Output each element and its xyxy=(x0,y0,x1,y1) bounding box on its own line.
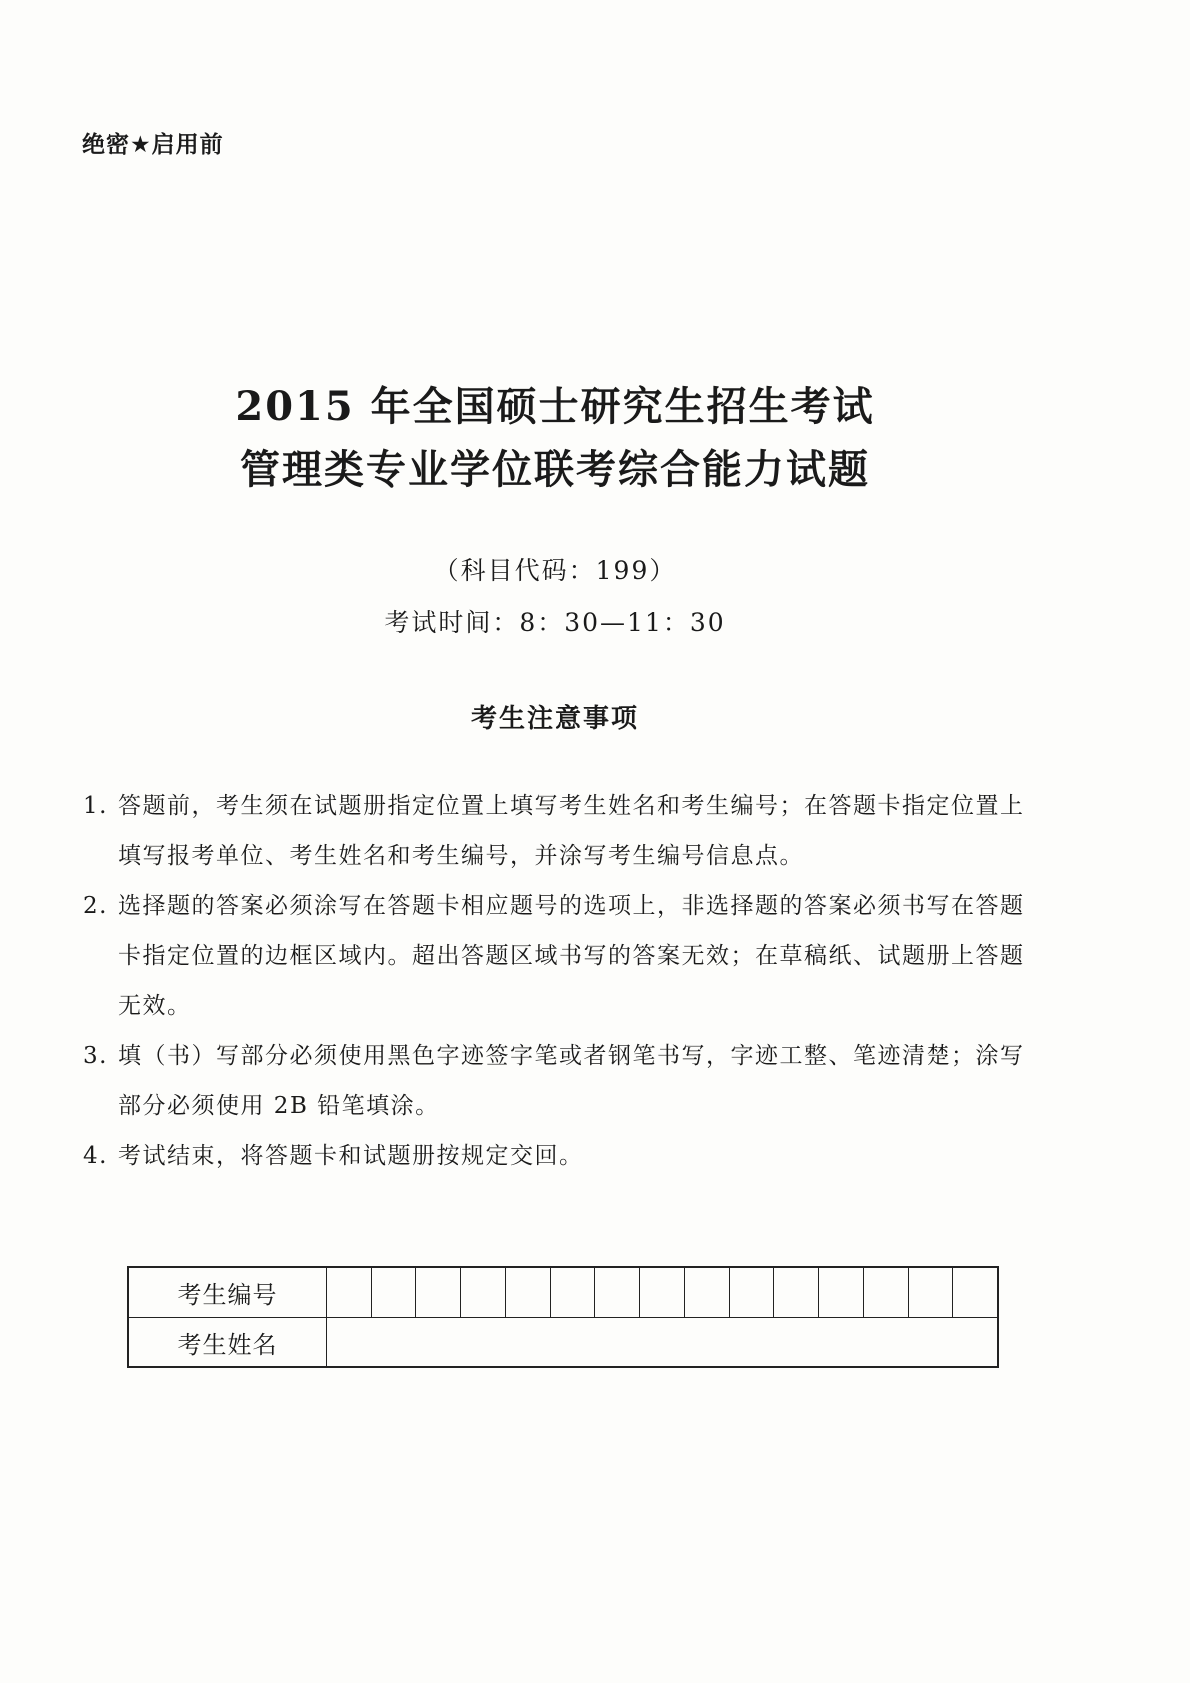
notice-item-4 xyxy=(83,1131,1043,1181)
candidate-number-cell[interactable] xyxy=(730,1268,775,1317)
exam-title-line-2: 管理类专业学位联考综合能力试题 xyxy=(240,446,870,493)
notice-heading: 考生注意事项 xyxy=(470,704,639,734)
notice-item-1 xyxy=(83,781,1043,881)
notice-item-number: 3. xyxy=(83,1043,108,1069)
subject-code: （科目代码：199） xyxy=(433,556,677,585)
exam-title-line-1: 2015 年全国硕士研究生招生考试 xyxy=(235,383,875,430)
candidate-number-cell[interactable] xyxy=(685,1268,730,1317)
candidate-number-cell[interactable] xyxy=(506,1268,551,1317)
notice-list xyxy=(83,781,1043,1181)
notice-item-text: 填（书）写部分必须使用黑色字迹签字笔或者钢笔书写，字迹工整、笔迹清楚；涂写部分必须使用 2B 铅笔填涂。 xyxy=(118,1043,1025,1119)
candidate-name-label: 考生姓名 xyxy=(129,1318,327,1367)
candidate-number-cell[interactable] xyxy=(953,1268,997,1317)
candidate-info-table xyxy=(127,1266,999,1368)
candidate-number-cell[interactable] xyxy=(372,1268,417,1317)
candidate-name-field[interactable] xyxy=(327,1318,997,1367)
notice-item-text: 考试结束，将答题卡和试题册按规定交回。 xyxy=(118,1143,584,1169)
notice-item-number: 4. xyxy=(83,1143,108,1169)
notice-item-text: 选择题的答案必须涂写在答题卡相应题号的选项上，非选择题的答案必须书写在答题卡指定位置的边框区域内。超出答题区域书写的答案无效；在草稿纸、试题册上答题无效。 xyxy=(118,893,1025,1019)
notice-item-number: 1. xyxy=(83,793,108,819)
candidate-name-row xyxy=(129,1318,997,1367)
candidate-number-cell[interactable] xyxy=(416,1268,461,1317)
candidate-number-cell[interactable] xyxy=(774,1268,819,1317)
candidate-number-cell[interactable] xyxy=(461,1268,506,1317)
notice-item-text: 答题前，考生须在试题册指定位置上填写考生姓名和考生编号；在答题卡指定位置上填写报考单位、考生姓名和考生编号，并涂写考生编号信息点。 xyxy=(118,793,1025,869)
candidate-number-cell[interactable] xyxy=(819,1268,864,1317)
candidate-number-label: 考生编号 xyxy=(129,1268,327,1317)
candidate-number-row xyxy=(129,1268,997,1318)
candidate-number-cell[interactable] xyxy=(595,1268,640,1317)
candidate-number-cells xyxy=(327,1268,997,1317)
exam-time: 考试时间：8：30—11：30 xyxy=(384,608,726,637)
notice-item-3 xyxy=(83,1031,1043,1131)
notice-item-2 xyxy=(83,881,1043,1031)
notice-item-number: 2. xyxy=(83,893,108,919)
candidate-number-cell[interactable] xyxy=(640,1268,685,1317)
candidate-number-cell[interactable] xyxy=(864,1268,909,1317)
secret-label: 绝密★启用前 xyxy=(82,132,224,158)
candidate-number-cell[interactable] xyxy=(327,1268,372,1317)
candidate-number-cell[interactable] xyxy=(909,1268,954,1317)
candidate-number-cell[interactable] xyxy=(551,1268,596,1317)
